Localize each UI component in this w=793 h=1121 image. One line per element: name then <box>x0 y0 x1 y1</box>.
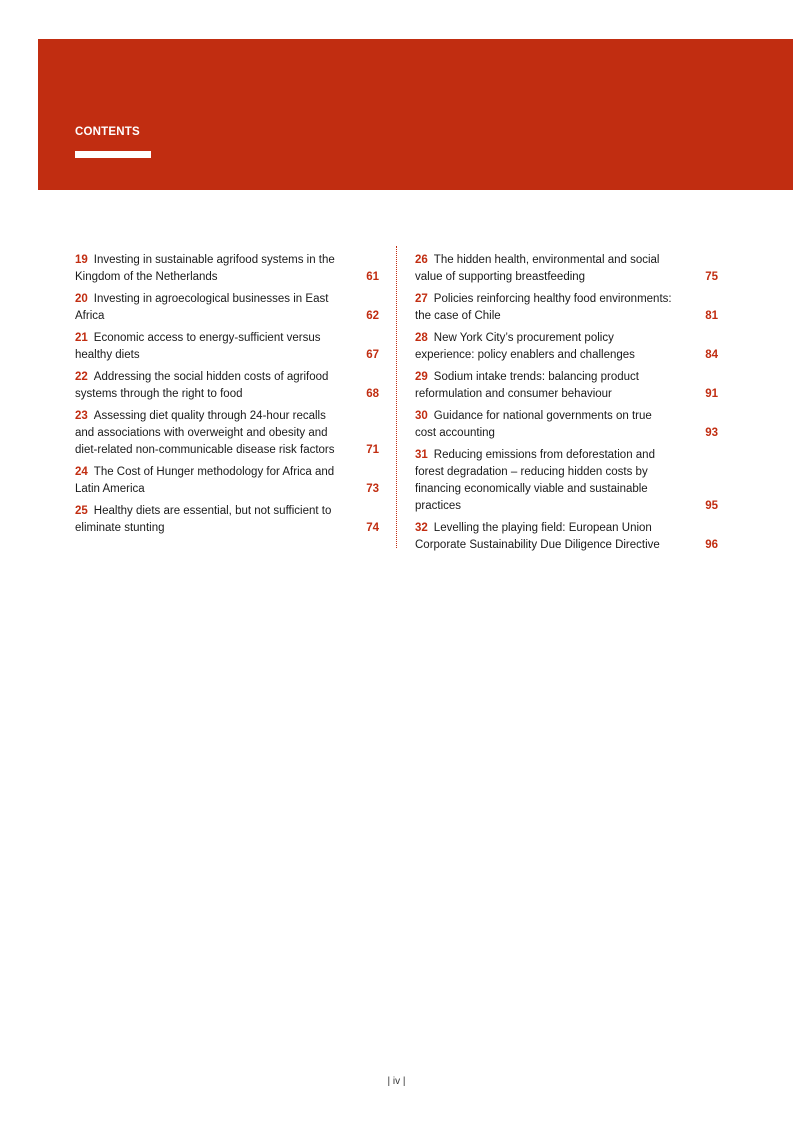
entry-title: Levelling the playing field: European Union Corporate Sustainability Due Diligence Directive <box>415 522 660 551</box>
entry-page-number: 73 <box>366 483 379 495</box>
entry-page-number: 81 <box>705 310 718 322</box>
toc-entry[interactable] <box>75 330 379 364</box>
entry-page-number: 68 <box>366 388 379 400</box>
entry-page-number: 71 <box>366 444 379 456</box>
entry-number: 29 <box>415 371 428 383</box>
entry-page-number: 75 <box>705 271 718 283</box>
entry-title: Economic access to energy-sufficient versus healthy diets <box>75 332 321 361</box>
toc-entry[interactable] <box>75 252 379 286</box>
toc-entry[interactable] <box>75 464 379 498</box>
entry-page-number: 67 <box>366 349 379 361</box>
toc-entry[interactable] <box>415 447 719 515</box>
entry-number: 24 <box>75 466 88 478</box>
toc-entry[interactable] <box>75 503 379 537</box>
entry-page-number: 93 <box>705 427 718 439</box>
entry-number: 28 <box>415 332 428 344</box>
toc-entry[interactable] <box>415 520 719 554</box>
entry-title: The hidden health, environmental and social value of supporting breastfeeding <box>415 254 660 283</box>
page-title: CONTENTS <box>75 126 140 138</box>
entry-title: Healthy diets are essential, but not sufficient to eliminate stunting <box>75 505 332 534</box>
entry-number: 19 <box>75 254 88 266</box>
entry-page-number: 61 <box>366 271 379 283</box>
contents-banner <box>38 39 793 190</box>
entry-title: New York City’s procurement policy experience: policy enablers and challenges <box>415 332 635 361</box>
entry-page-number: 84 <box>705 349 718 361</box>
entry-page-number: 74 <box>366 522 379 534</box>
entry-title: Reducing emissions from deforestation and forest degradation – reducing hidden costs by financing economically viable and sustainable practices <box>415 449 655 512</box>
entry-page-number: 91 <box>705 388 718 400</box>
toc-entry[interactable] <box>75 291 379 325</box>
toc-entry[interactable] <box>415 369 719 403</box>
toc-entry[interactable] <box>415 408 719 442</box>
entry-title: Policies reinforcing healthy food environments: the case of Chile <box>415 293 672 322</box>
entry-page-number: 62 <box>366 310 379 322</box>
entry-number: 20 <box>75 293 88 305</box>
entry-title: The Cost of Hunger methodology for Africa and Latin America <box>75 466 335 495</box>
entry-page-number: 95 <box>705 500 718 512</box>
entry-number: 23 <box>75 410 88 422</box>
toc-left-column <box>75 252 379 542</box>
entry-title: Investing in agroecological businesses in East Africa <box>75 293 329 322</box>
entry-page-number: 96 <box>705 539 718 551</box>
toc-entry[interactable] <box>415 252 719 286</box>
entry-number: 26 <box>415 254 428 266</box>
entry-number: 31 <box>415 449 428 461</box>
entry-number: 22 <box>75 371 88 383</box>
toc-entry[interactable] <box>75 369 379 403</box>
toc-entry[interactable] <box>415 291 719 325</box>
entry-number: 32 <box>415 522 428 534</box>
toc-entry[interactable] <box>415 330 719 364</box>
entry-number: 21 <box>75 332 88 344</box>
entry-number: 30 <box>415 410 428 422</box>
entry-title: Investing in sustainable agrifood systems in the Kingdom of the Netherlands <box>75 254 335 283</box>
entry-title: Guidance for national governments on true cost accounting <box>415 410 652 439</box>
page-folio: | iv | <box>387 1076 406 1087</box>
entry-number: 27 <box>415 293 428 305</box>
entry-title: Addressing the social hidden costs of agrifood systems through the right to food <box>75 371 329 400</box>
toc-entry[interactable] <box>75 408 379 459</box>
entry-title: Sodium intake trends: balancing product reformulation and consumer behaviour <box>415 371 640 400</box>
toc-right-column <box>415 252 719 559</box>
entry-number: 25 <box>75 505 88 517</box>
entry-title: Assessing diet quality through 24-hour recalls and associations with overweight and obesity and diet-related non-communicable disease risk factors <box>75 410 335 456</box>
title-underline-bar <box>75 151 151 158</box>
column-divider <box>396 246 397 548</box>
